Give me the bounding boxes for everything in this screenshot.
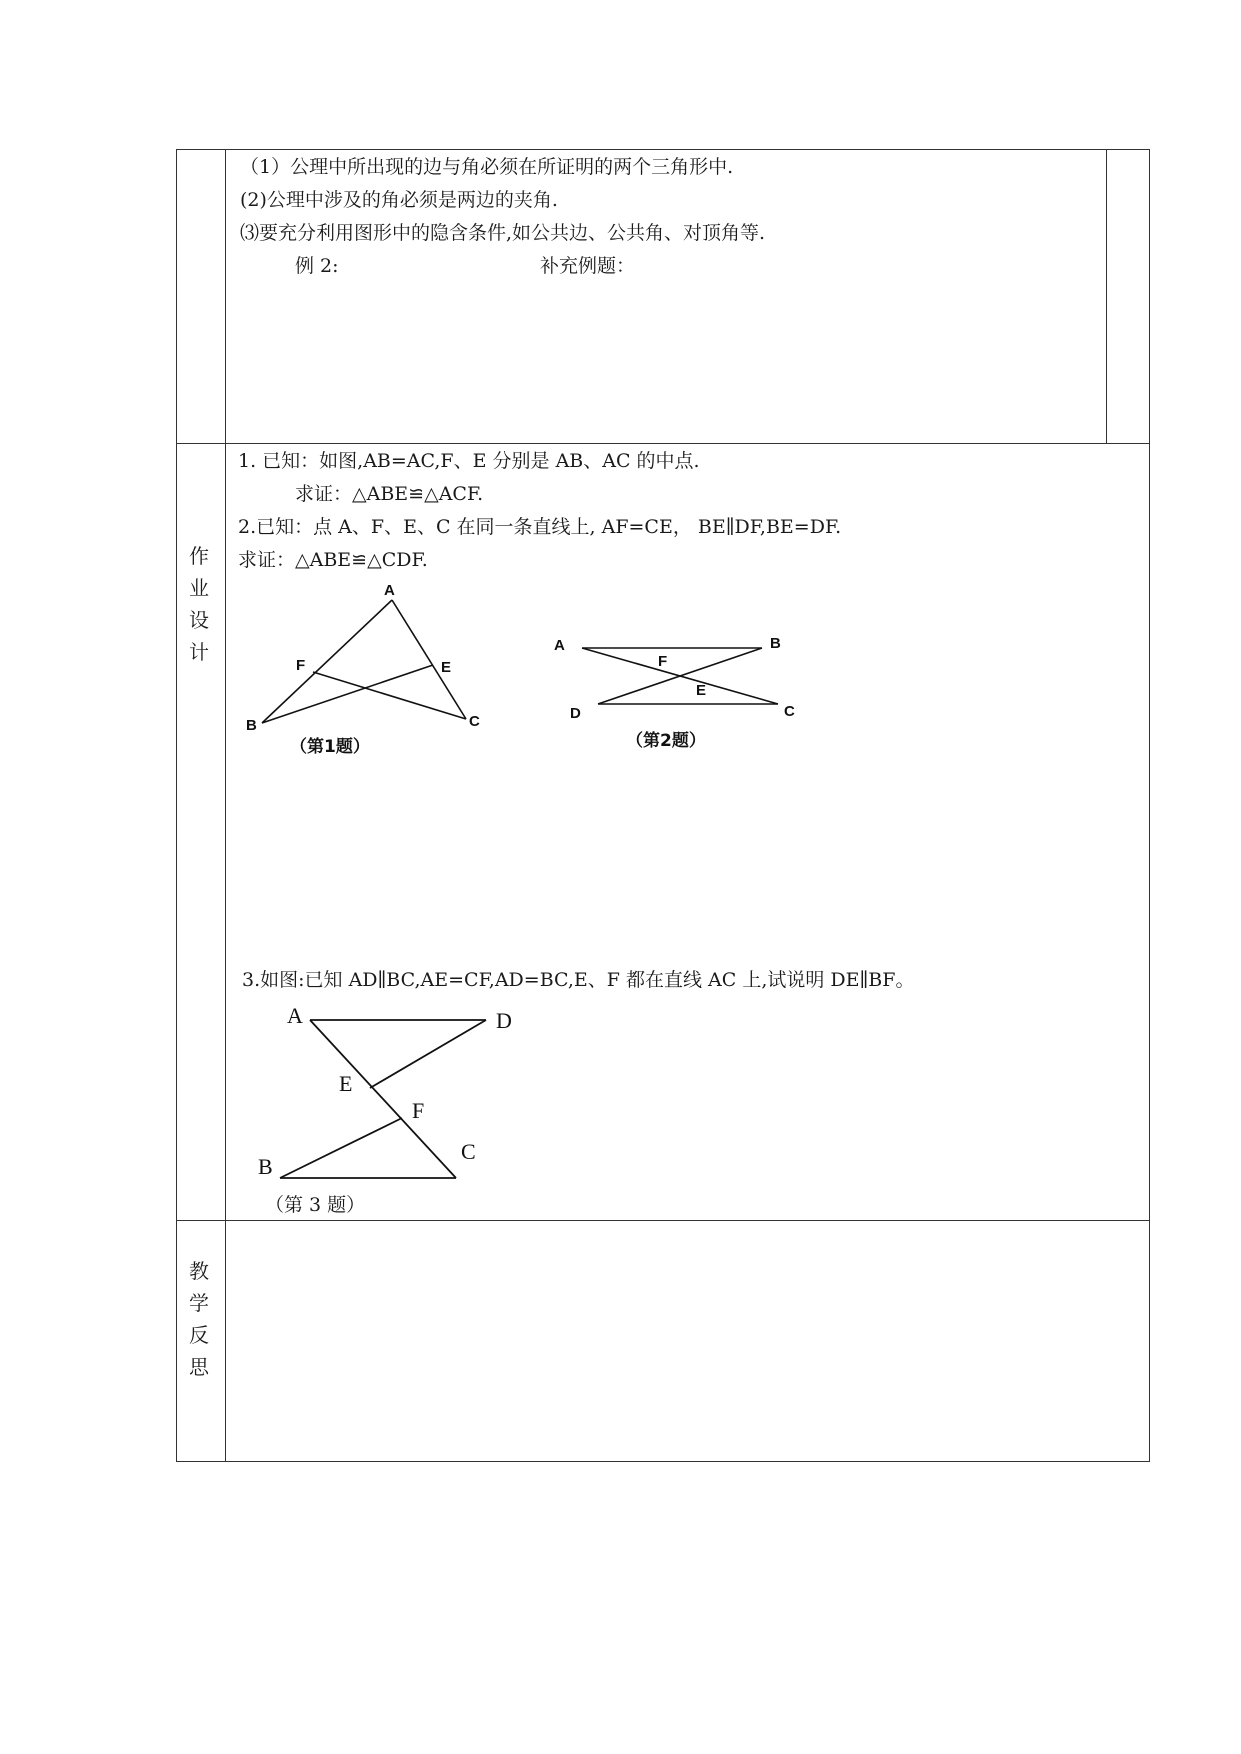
fig2-label-c: C (784, 703, 795, 720)
reflection-side-label (187, 1255, 211, 1383)
side-char: 业 (189, 576, 209, 600)
fig3-label-c: C (461, 1139, 476, 1164)
question-1-line-2: 求证：△ABE≌△ACF. (295, 483, 484, 505)
fig2-label-a: A (554, 637, 565, 654)
fig3-label-d: D (496, 1008, 512, 1033)
side-char: 学 (189, 1291, 209, 1315)
fig1-caption: （第1题） (290, 737, 370, 757)
extra-example-label: 补充例题： (540, 255, 636, 277)
fig3-caption: （第 3 题） (265, 1194, 366, 1216)
note-line-2: (2)公理中涉及的角必须是两边的夹角. (240, 189, 558, 211)
side-char: 思 (189, 1355, 209, 1379)
side-char: 教 (189, 1259, 209, 1283)
note-line-1: （1）公理中所出现的边与角必须在所证明的两个三角形中. (240, 156, 734, 178)
side-char: 作 (189, 544, 209, 568)
question-2-line-1: 2.已知：点 A、F、E、C 在同一条直线上, AF=CE， BE∥DF,BE=DF. (238, 516, 842, 538)
side-char: 计 (189, 640, 209, 664)
fig1-label-e: E (441, 659, 452, 676)
question-2-line-2: 求证：△ABE≌△CDF. (238, 549, 428, 571)
figure-3-parallel (250, 1000, 530, 1200)
fig2-label-f: F (658, 653, 668, 670)
example-label: 例 2: (295, 255, 339, 277)
figure-2-parallel (548, 628, 818, 778)
fig2-caption: （第2题） (626, 731, 706, 751)
fig2-label-b: B (770, 635, 781, 652)
fig1-label-c: C (469, 713, 480, 730)
fig2-label-d: D (570, 705, 581, 722)
fig3-label-a: A (287, 1003, 303, 1028)
fig1-label-a: A (384, 582, 395, 599)
side-char: 设 (189, 608, 209, 632)
side-char: 反 (189, 1323, 209, 1347)
figure-1-triangle (240, 580, 500, 760)
fig3-label-f: F (412, 1098, 425, 1123)
question-1-line-1: 1. 已知：如图,AB=AC,F、E 分别是 AB、AC 的中点. (238, 450, 700, 472)
fig3-label-e: E (339, 1071, 353, 1096)
question-3-line: 3.如图:已知 AD∥BC,AE=CF,AD=BC,E、F 都在直线 AC 上,试说明 DE∥BF。 (242, 969, 915, 991)
fig1-label-b: B (246, 717, 257, 734)
fig1-label-f: F (296, 657, 306, 674)
fig2-label-e: E (696, 682, 707, 699)
note-line-3: ⑶要充分利用图形中的隐含条件,如公共边、公共角、对顶角等. (240, 222, 766, 244)
homework-side-label (187, 540, 211, 668)
fig3-label-b: B (258, 1154, 273, 1179)
